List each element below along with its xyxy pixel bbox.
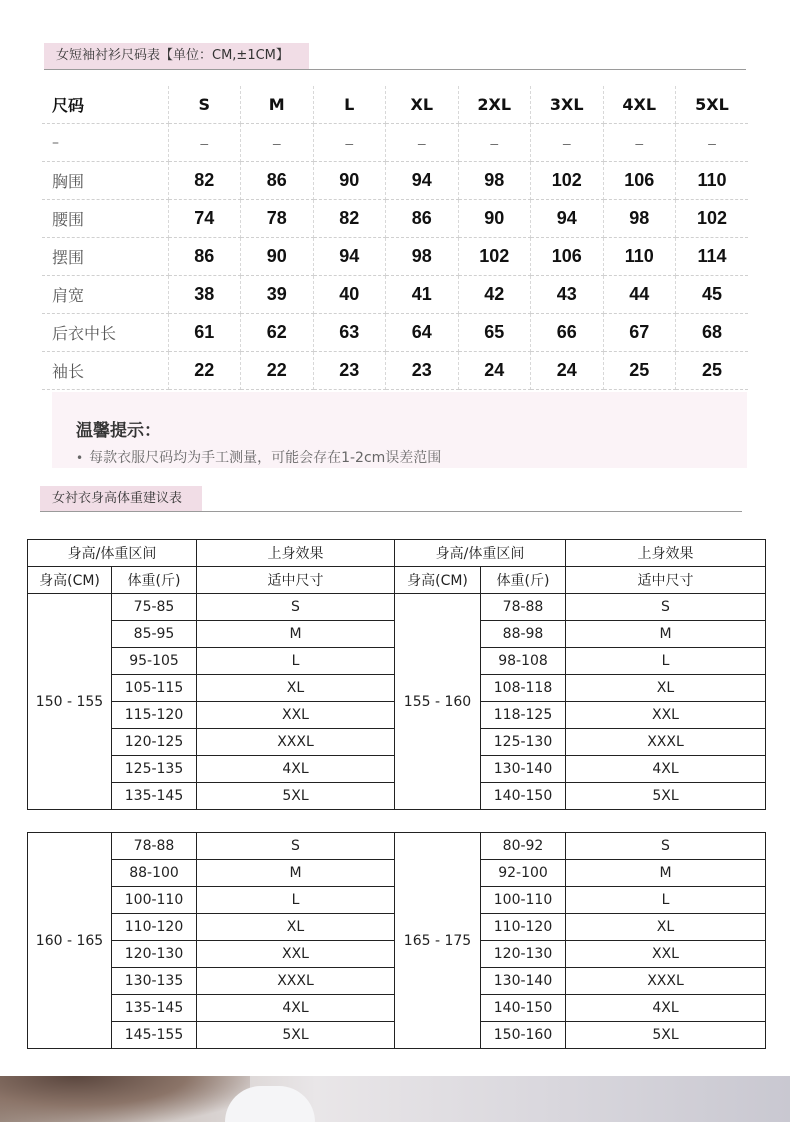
size-header-cell: XL xyxy=(386,86,459,124)
measure-value: 98 xyxy=(603,200,676,238)
size-chart-title-rule xyxy=(44,69,746,70)
effect-header: 上身效果 xyxy=(197,540,395,567)
height-range: 160 - 165 xyxy=(28,833,112,1049)
weight-range: 120-130 xyxy=(481,941,566,968)
measure-value: 90 xyxy=(313,162,386,200)
dash-cell: – xyxy=(42,124,168,162)
measure-value: 63 xyxy=(313,314,386,352)
measure-value: 25 xyxy=(603,352,676,390)
size-row xyxy=(42,276,748,314)
measure-label: 后衣中长 xyxy=(42,314,168,352)
fit-size: L xyxy=(197,887,395,914)
measure-value: 25 xyxy=(676,352,749,390)
weight-range: 140-150 xyxy=(481,783,566,810)
measure-value: 106 xyxy=(531,238,604,276)
fit-size: S xyxy=(197,833,395,860)
measure-value: 110 xyxy=(603,238,676,276)
measure-value: 38 xyxy=(168,276,241,314)
tip-bullet: • xyxy=(76,451,84,465)
weight-range: 98-108 xyxy=(481,648,566,675)
measure-value: 43 xyxy=(531,276,604,314)
weight-header: 体重(斤) xyxy=(481,567,566,594)
fit-size: XXXL xyxy=(566,968,766,995)
measure-value: 22 xyxy=(241,352,314,390)
size-header-cell: 2XL xyxy=(458,86,531,124)
weight-range: 88-98 xyxy=(481,621,566,648)
weight-range: 110-120 xyxy=(481,914,566,941)
measure-value: 68 xyxy=(676,314,749,352)
size-row xyxy=(42,200,748,238)
weight-header: 体重(斤) xyxy=(112,567,197,594)
size-row xyxy=(42,352,748,390)
measure-value: 86 xyxy=(386,200,459,238)
measure-value: 90 xyxy=(241,238,314,276)
weight-range: 92-100 xyxy=(481,860,566,887)
height-header: 身高(CM) xyxy=(28,567,112,594)
size-dash-row xyxy=(42,124,748,162)
measure-value: 90 xyxy=(458,200,531,238)
measure-value: 39 xyxy=(241,276,314,314)
weight-range: 130-135 xyxy=(112,968,197,995)
weight-range: 125-135 xyxy=(112,756,197,783)
range-header: 身高/体重区间 xyxy=(28,540,197,567)
hair-shape xyxy=(0,1076,250,1122)
measure-value: 41 xyxy=(386,276,459,314)
size-header-cell: L xyxy=(313,86,386,124)
weight-range: 130-140 xyxy=(481,756,566,783)
fit-size: 4XL xyxy=(197,995,395,1022)
size-header-label: 尺码 xyxy=(42,86,168,124)
fit-size: L xyxy=(197,648,395,675)
tip-line xyxy=(76,447,747,467)
weight-range: 135-145 xyxy=(112,995,197,1022)
measure-value: 22 xyxy=(168,352,241,390)
measure-value: 94 xyxy=(386,162,459,200)
height-range: 165 - 175 xyxy=(395,833,481,1049)
fit-size: M xyxy=(566,621,766,648)
measure-value: 40 xyxy=(313,276,386,314)
measure-value: 110 xyxy=(676,162,749,200)
size-header-cell: S xyxy=(168,86,241,124)
fit-size: XL xyxy=(566,914,766,941)
rec-header-row xyxy=(28,540,766,567)
recommendation-title-rule xyxy=(40,511,742,512)
fit-size: 5XL xyxy=(566,783,766,810)
weight-range: 105-115 xyxy=(112,675,197,702)
weight-range: 78-88 xyxy=(481,594,566,621)
weight-range: 150-160 xyxy=(481,1022,566,1049)
measure-value: 74 xyxy=(168,200,241,238)
measure-value: 23 xyxy=(386,352,459,390)
measure-value: 82 xyxy=(313,200,386,238)
weight-range: 100-110 xyxy=(112,887,197,914)
fit-size: S xyxy=(197,594,395,621)
weight-range: 125-130 xyxy=(481,729,566,756)
fit-size: 4XL xyxy=(566,995,766,1022)
fit-size: S xyxy=(566,594,766,621)
measure-label: 腰围 xyxy=(42,200,168,238)
fit-size: XXXL xyxy=(197,729,395,756)
weight-range: 95-105 xyxy=(112,648,197,675)
measure-label: 肩宽 xyxy=(42,276,168,314)
fit-size: XL xyxy=(566,675,766,702)
measure-label: 袖长 xyxy=(42,352,168,390)
height-range: 150 - 155 xyxy=(28,594,112,810)
fit-size: M xyxy=(197,860,395,887)
measure-value: 98 xyxy=(386,238,459,276)
measure-value: 94 xyxy=(531,200,604,238)
weight-range: 85-95 xyxy=(112,621,197,648)
size-row xyxy=(42,314,748,352)
fit-size: 4XL xyxy=(566,756,766,783)
measure-value: 62 xyxy=(241,314,314,352)
size-header-cell: 4XL xyxy=(603,86,676,124)
weight-range: 100-110 xyxy=(481,887,566,914)
fit-size: S xyxy=(566,833,766,860)
range-header: 身高/体重区间 xyxy=(395,540,566,567)
tip-box xyxy=(52,392,747,468)
dash-cell: – xyxy=(386,124,459,162)
recommendation-title: 女衬衣身高体重建议表 xyxy=(40,486,202,512)
fit-size: 4XL xyxy=(197,756,395,783)
dash-cell: – xyxy=(168,124,241,162)
weight-range: 108-118 xyxy=(481,675,566,702)
dash-cell: – xyxy=(676,124,749,162)
height-range: 155 - 160 xyxy=(395,594,481,810)
size-header-cell: M xyxy=(241,86,314,124)
measure-value: 42 xyxy=(458,276,531,314)
measure-label: 摆围 xyxy=(42,238,168,276)
measure-value: 23 xyxy=(313,352,386,390)
size-header-cell: 3XL xyxy=(531,86,604,124)
rec-subheader-row xyxy=(28,567,766,594)
weight-range: 140-150 xyxy=(481,995,566,1022)
size-header-cell: 5XL xyxy=(676,86,749,124)
measure-value: 44 xyxy=(603,276,676,314)
dash-cell: – xyxy=(531,124,604,162)
dash-cell: – xyxy=(241,124,314,162)
measure-value: 64 xyxy=(386,314,459,352)
measure-value: 98 xyxy=(458,162,531,200)
dash-cell: – xyxy=(603,124,676,162)
fit-size: XXXL xyxy=(566,729,766,756)
tip-text: 每款衣服尺码均为手工测量，可能会存在1-2cm误差范围 xyxy=(89,450,442,466)
size-chart-table xyxy=(42,86,748,390)
fit-header: 适中尺寸 xyxy=(566,567,766,594)
fit-size: XXXL xyxy=(197,968,395,995)
fit-size: 5XL xyxy=(566,1022,766,1049)
measure-value: 65 xyxy=(458,314,531,352)
measure-value: 24 xyxy=(531,352,604,390)
measure-value: 86 xyxy=(241,162,314,200)
fit-size: 5XL xyxy=(197,1022,395,1049)
fit-size: XXL xyxy=(566,702,766,729)
fit-size: M xyxy=(566,860,766,887)
rec-row xyxy=(28,594,766,621)
weight-range: 130-140 xyxy=(481,968,566,995)
weight-range: 110-120 xyxy=(112,914,197,941)
measure-value: 106 xyxy=(603,162,676,200)
dash-cell: – xyxy=(313,124,386,162)
fit-size: 5XL xyxy=(197,783,395,810)
weight-range: 80-92 xyxy=(481,833,566,860)
measure-value: 102 xyxy=(458,238,531,276)
measure-value: 102 xyxy=(676,200,749,238)
fit-size: XL xyxy=(197,675,395,702)
weight-range: 145-155 xyxy=(112,1022,197,1049)
measure-value: 114 xyxy=(676,238,749,276)
fit-header: 适中尺寸 xyxy=(197,567,395,594)
recommendation-table-2 xyxy=(27,832,766,1049)
weight-range: 118-125 xyxy=(481,702,566,729)
weight-range: 115-120 xyxy=(112,702,197,729)
measure-label: 胸围 xyxy=(42,162,168,200)
size-header-row xyxy=(42,86,748,124)
measure-value: 61 xyxy=(168,314,241,352)
fit-size: XXL xyxy=(197,702,395,729)
measure-value: 86 xyxy=(168,238,241,276)
size-chart-title: 女短袖衬衫尺码表【单位：CM,±1CM】 xyxy=(44,43,309,69)
size-row xyxy=(42,162,748,200)
fit-size: L xyxy=(566,887,766,914)
effect-header: 上身效果 xyxy=(566,540,766,567)
weight-range: 75-85 xyxy=(112,594,197,621)
weight-range: 120-125 xyxy=(112,729,197,756)
fit-size: XL xyxy=(197,914,395,941)
fit-size: XXL xyxy=(197,941,395,968)
model-photo xyxy=(0,1076,790,1122)
dash-cell: – xyxy=(458,124,531,162)
weight-range: 120-130 xyxy=(112,941,197,968)
measure-value: 94 xyxy=(313,238,386,276)
fit-size: L xyxy=(566,648,766,675)
height-header: 身高(CM) xyxy=(395,567,481,594)
fit-size: XXL xyxy=(566,941,766,968)
measure-value: 66 xyxy=(531,314,604,352)
fit-size: M xyxy=(197,621,395,648)
measure-value: 24 xyxy=(458,352,531,390)
size-row xyxy=(42,238,748,276)
weight-range: 135-145 xyxy=(112,783,197,810)
measure-value: 102 xyxy=(531,162,604,200)
tip-title: 温馨提示： xyxy=(76,421,161,441)
measure-value: 67 xyxy=(603,314,676,352)
measure-value: 45 xyxy=(676,276,749,314)
rec-row xyxy=(28,833,766,860)
measure-value: 78 xyxy=(241,200,314,238)
weight-range: 88-100 xyxy=(112,860,197,887)
recommendation-table-1 xyxy=(27,539,766,810)
weight-range: 78-88 xyxy=(112,833,197,860)
measure-value: 82 xyxy=(168,162,241,200)
